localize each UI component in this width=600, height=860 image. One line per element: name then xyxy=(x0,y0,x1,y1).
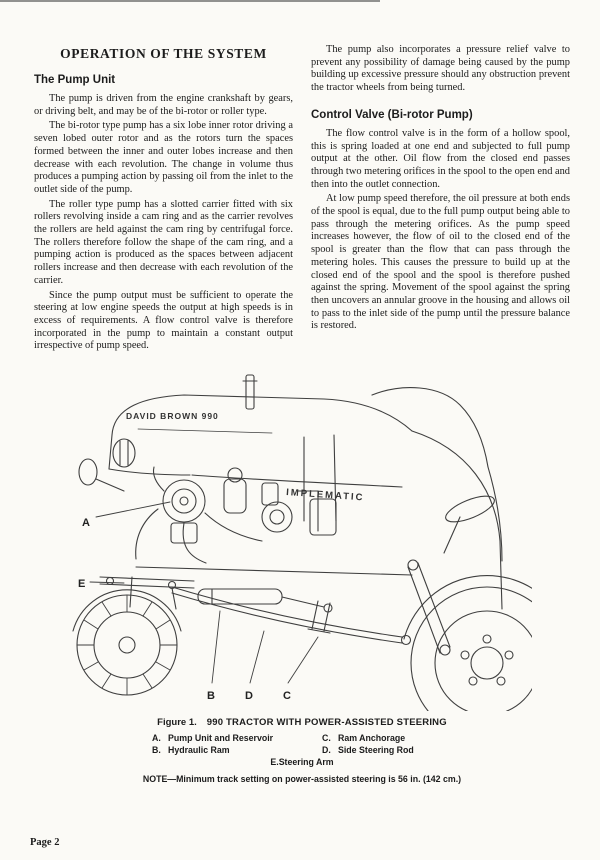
legend-key: E. xyxy=(270,757,279,768)
legend-key: D. xyxy=(322,745,331,756)
legend-label: Hydraulic Ram xyxy=(168,745,230,756)
legend-key: B. xyxy=(152,745,161,756)
left-column xyxy=(34,44,293,355)
paragraph-pump-intro: The pump is driven from the engine crankshaft by gears, or driving belt, and may be of the bi-rotor or roller type. xyxy=(34,93,293,117)
page-title: OPERATION OF THE SYSTEM xyxy=(60,46,267,61)
tractor-line-art xyxy=(73,375,532,711)
figure-caption-prefix: Figure 1. xyxy=(157,717,197,729)
part-label-b: B xyxy=(207,690,215,703)
page-number: Page 2 xyxy=(30,837,60,848)
legend-item-a xyxy=(152,733,322,743)
figure-legend xyxy=(34,733,570,767)
figure-caption xyxy=(34,717,570,728)
legend-item-e xyxy=(34,757,570,767)
legend-item-b xyxy=(152,745,322,755)
part-label-d: D xyxy=(245,690,253,703)
figure-note: NOTE—Minimum track setting on power-assisted steering is 56 in. (142 cm.) xyxy=(142,774,462,785)
figure-caption-title: 990 TRACTOR WITH POWER-ASSISTED STEERING xyxy=(206,717,447,729)
figure xyxy=(34,371,570,784)
legend-key: A. xyxy=(152,733,161,744)
hood-badge-text: DAVID BROWN 990 xyxy=(126,411,219,422)
paragraph-roller-pump: The roller type pump has a slotted carrier fitted with six rollers revolving inside a cam ring and as the carrier revolves the rollers are held against the cam ring by centrifugal force. The rollers therefore follow the shape of the cam ring, and a pumping action is produced as the spaces between adjacent rollers increase and then decrease with each revolution of the carrier. xyxy=(34,198,293,286)
paragraph-birotor-pump: The bi-rotor type pump has a six lobe inner rotor driving a seven lobed outer rotor and as the rotors turn the spaces formed between the inner and outer lobes increase and then decrease with each revolution. The change in volume thus produces a pumping action by passing oil from the inlet to the outlet side of the pump. xyxy=(34,120,293,195)
legend-key: C. xyxy=(322,733,331,744)
legend-label: Steering Arm xyxy=(278,757,334,768)
text-columns xyxy=(34,44,570,355)
section-heading-control-valve: Control Valve (Bi-rotor Pump) xyxy=(311,108,473,121)
legend-item-d xyxy=(322,745,452,755)
right-column xyxy=(311,44,570,355)
part-label-a: A xyxy=(82,517,90,530)
section-heading-pump-unit: The Pump Unit xyxy=(34,74,116,86)
paragraph-pressure-balance: At low pump speed therefore, the oil pressure at both ends of the spool is equal, due to the full pump output being able to pass through the metering orifices. As the pump speed increases however, the flow of oil to the closed end of the spool is greater than the flow that can pass through the metering holes. This causes the pressure to build up at the closed end of the spool and the spool is therefore pushed against the spring. Movement of the spool against the spring then uncovers an annular groove in the housing and allows oil to pass to the inlet side of the pump until the pressure balance is restored. xyxy=(311,193,570,332)
legend-label: Ram Anchorage xyxy=(338,733,406,744)
legend-grid xyxy=(152,733,452,755)
side-badge-text: IMPLEMATIC xyxy=(285,487,365,504)
legend-label: Pump Unit and Reservoir xyxy=(168,733,274,744)
paragraph-flow-control: Since the pump output must be sufficient to operate the steering at low engine speeds the output at high speeds is in excess of requirements. A flow control valve is therefore incorporated in the pump to maintain a constant output irrespective of pump speed. xyxy=(34,289,293,352)
leader-lines xyxy=(90,502,318,683)
paragraph-relief-valve: The pump also incorporates a pressure relief valve to prevent any possibility of damage being caused by the pump building up excessive pressure should any obstruction prevent the tractor wheels from being turned. xyxy=(311,44,570,94)
figure-drawing-tractor xyxy=(72,371,532,711)
legend-item-c xyxy=(322,733,452,743)
part-label-c: C xyxy=(283,690,291,703)
part-label-e: E xyxy=(78,578,86,591)
scan-edge xyxy=(0,0,380,2)
paragraph-spool: The flow control valve is in the form of a hollow spool, this is spring loaded at one end and subjected to full pump output at the other. Oil flow from the closed end passes through two metering orifices in the spool to the open end and then into the outlet connection. xyxy=(311,127,570,190)
legend-label: Side Steering Rod xyxy=(338,745,414,756)
